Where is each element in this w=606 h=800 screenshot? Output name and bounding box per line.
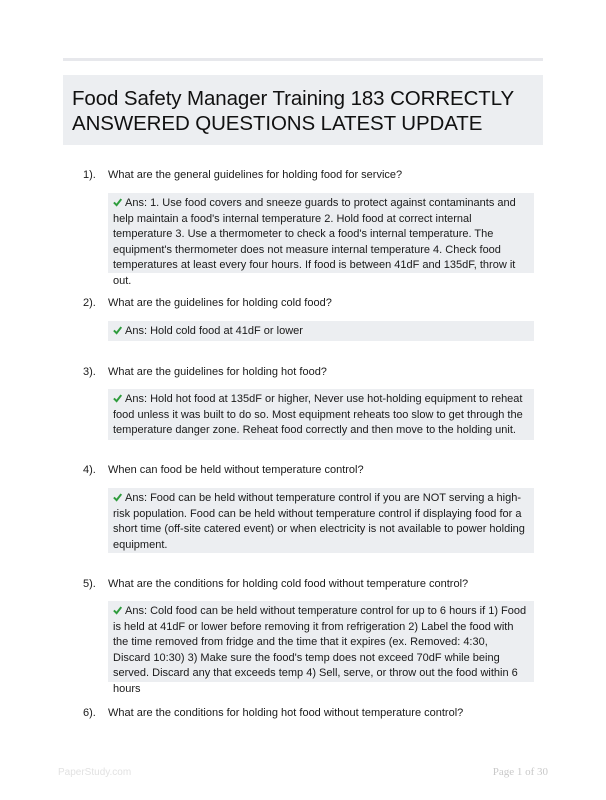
- question-number: 2).: [83, 297, 96, 309]
- footer-watermark: PaperStudy.com: [58, 767, 132, 778]
- title-banner: [63, 75, 543, 145]
- question-number: 4).: [83, 464, 96, 476]
- question-text: What are the conditions for holding hot food without temperature control?: [108, 707, 464, 719]
- answer-block-3: [108, 389, 534, 440]
- question-number: 1).: [83, 169, 96, 181]
- question-text: What are the conditions for holding cold food without temperature control?: [108, 578, 469, 590]
- checkmark-icon: [113, 197, 122, 207]
- question-number: 5).: [83, 578, 96, 590]
- question-text: What are the general guidelines for holding food for service?: [108, 169, 403, 181]
- answer-block-4: [108, 488, 534, 553]
- checkmark-icon: [113, 605, 122, 615]
- checkmark-icon: [113, 325, 122, 335]
- checkmark-icon: [113, 492, 122, 502]
- answer-text: Ans: Hold cold food at 41dF or lower: [125, 325, 303, 337]
- answer-block-5: [108, 601, 534, 695]
- answer-text: Ans: Food can be held without temperature control if you are NOT serving a high-risk population. Food can be held without temperature control if displaying food for a short time (off-site catered event) or when electricity is not available to power holding equipment.: [113, 492, 525, 551]
- answer-text: Ans: 1. Use food covers and sneeze guards to protect against contaminants and help maintain a food's internal temperature 2. Hold food at correct internal temperature 3. Use a thermometer to check a food's internal temperature. The equipment's thermometer does not measure internal temperature 4. Check food temperatures at least every four hours. If food is between 41dF and 135dF, throw it out.: [113, 197, 516, 287]
- answer-block-2: [108, 321, 534, 341]
- page-number: Page 1 of 30: [492, 766, 548, 778]
- question-text: When can food be held without temperature control?: [108, 464, 364, 476]
- question-text: What are the guidelines for holding hot food?: [108, 366, 327, 378]
- question-number: 3).: [83, 366, 96, 378]
- checkmark-icon: [113, 393, 122, 403]
- answer-block-1: [108, 193, 534, 287]
- question-number: 6).: [83, 707, 96, 719]
- header-divider: [63, 58, 543, 61]
- question-text: What are the guidelines for holding cold food?: [108, 297, 332, 309]
- answer-text: Ans: Hold hot food at 135dF or higher, Never use hot-holding equipment to reheat food unless it was built to do so. Most equipment reheats too slow to get through the temperature danger zone. Reheat food correctly and then move to the holding unit.: [113, 393, 523, 437]
- answer-text: Ans: Cold food can be held without temperature control for up to 6 hours if 1) Food is held at 41dF or lower before removing it from refrigeration 2) Label the food with the time removed from fridge and the time that it expires (ex. Removed: 4:30, Discard 10:30) 3) Make sure the food's temp does not exceed 70dF while being served. Discard any that exceeds temp 4) Sell, serve, or throw out the food within 6 hours: [113, 605, 527, 695]
- document-title: Food Safety Manager Training 183 CORRECTLY ANSWERED QUESTIONS LATEST UPDATE: [72, 87, 514, 135]
